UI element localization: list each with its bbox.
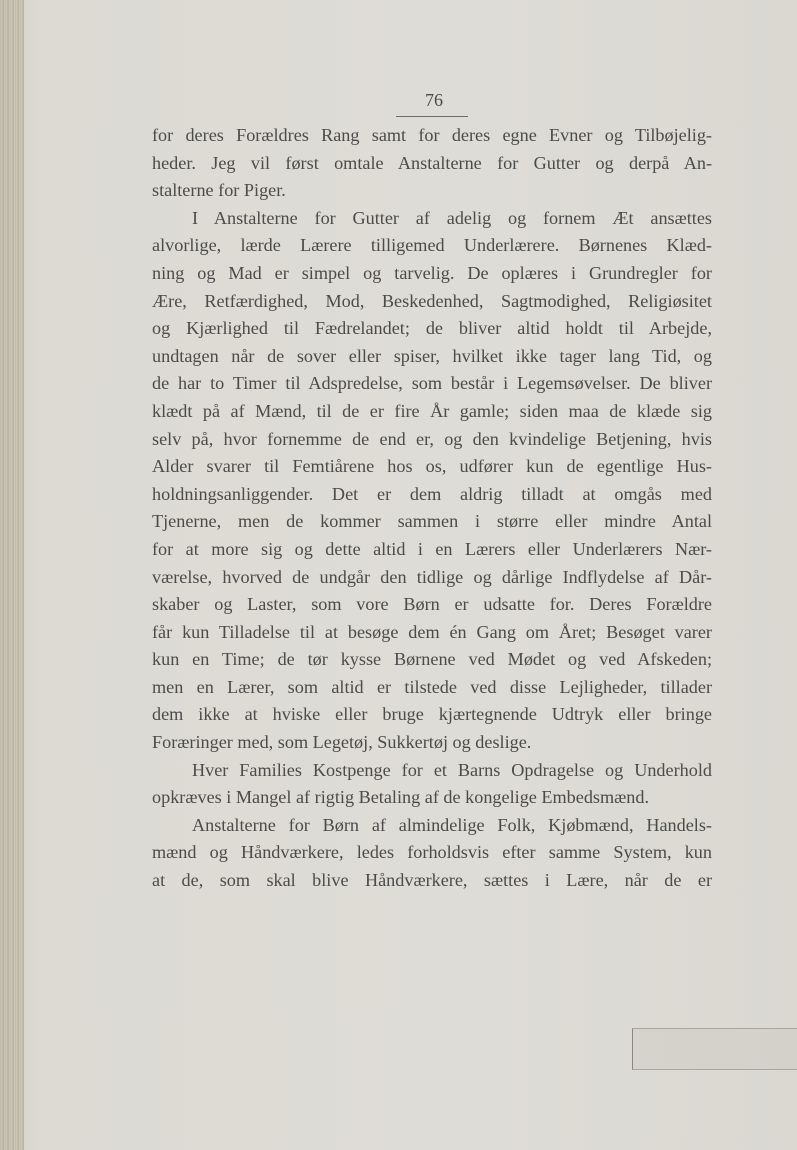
text-line: skaber og Laster, som vore Børn er udsatte for. Deres Forældre [152, 594, 712, 615]
text-line: Ære, Retfærdighed, Mod, Beskedenhed, Sagtmodighed, Religiøsitet [152, 290, 712, 311]
text-line: og Kjærlighed til Fædrelandet; de bliver altid holdt til Arbejde, [152, 318, 712, 339]
text-line: opkræves i Mangel af rigtig Betaling af de kongelige Embedsmænd. [152, 787, 650, 808]
text-line: at de, som skal blive Håndværkere, sættes i Lære, når de er [152, 870, 712, 891]
text-line: dem ikke at hviske eller bruge kjærtegnende Udtryk eller bringe [152, 704, 712, 725]
text-line: heder. Jeg vil først omtale Anstalterne for Gutter og derpå An- [152, 152, 712, 173]
text-line: Foræringer med, som Legetøj, Sukkertøj og deslige. [152, 732, 532, 753]
text-line: Tjenerne, men de kommer sammen i større eller mindre Antal [152, 511, 712, 532]
text-line: kun en Time; de tør kysse Børnene ved Mødet og ved Afskeden; [152, 649, 712, 670]
text-line: men en Lærer, som altid er tilstede ved disse Lejligheder, tillader [152, 676, 712, 697]
body-text [152, 122, 712, 895]
text-line: Anstalterne for Børn af almindelige Folk, Kjøbmænd, Handels- [192, 814, 712, 835]
book-binding-edge [0, 0, 24, 1150]
text-line: Alder svarer til Femtiårene hos os, udfører kun de egentlige Hus- [152, 456, 712, 477]
text-line: undtagen når de sover eller spiser, hvilket ikke tager lang Tid, og [152, 345, 712, 366]
text-line: får kun Tilladelse til at besøge dem én Gang om Året; Besøget varer [152, 621, 712, 642]
text-line: værelse, hvorved de undgår den tidlige og dårlige Indflydelse af Dår- [152, 566, 712, 587]
text-line: de har to Timer til Adspredelse, som består i Legemsøvelser. De bliver [152, 373, 712, 394]
scanner-edge-artifact [632, 1028, 797, 1070]
text-line: I Anstalterne for Gutter af adelig og fornem Æt ansættes [192, 207, 712, 228]
text-line: Hver Families Kostpenge for et Barns Opdragelse og Underhold [192, 759, 712, 780]
text-line: klædt på af Mænd, til de er fire År gamle; siden maa de klæde sig [152, 400, 712, 421]
text-line: stalterne for Piger. [152, 180, 286, 201]
text-line: holdningsanliggender. Det er dem aldrig tilladt at omgås med [152, 483, 712, 504]
page-number: 76 [425, 90, 443, 110]
text-line: alvorlige, lærde Lærere tilligemed Underlærere. Børnenes Klæd- [152, 235, 712, 256]
text-line: selv på, hvor fornemme de end er, og den kvindelige Betjening, hvis [152, 428, 712, 449]
text-line: mænd og Håndværkere, ledes forholdsvis efter samme System, kun [152, 842, 712, 863]
text-line: for at more sig og dette altid i en Lærers eller Underlærers Nær- [152, 538, 712, 559]
text-line: ning og Mad er simpel og tarvelig. De oplæres i Grundregler for [152, 262, 712, 283]
text-line: for deres Forældres Rang samt for deres egne Evner og Tilbøjelig- [152, 125, 712, 145]
page-number-rule [396, 116, 468, 117]
